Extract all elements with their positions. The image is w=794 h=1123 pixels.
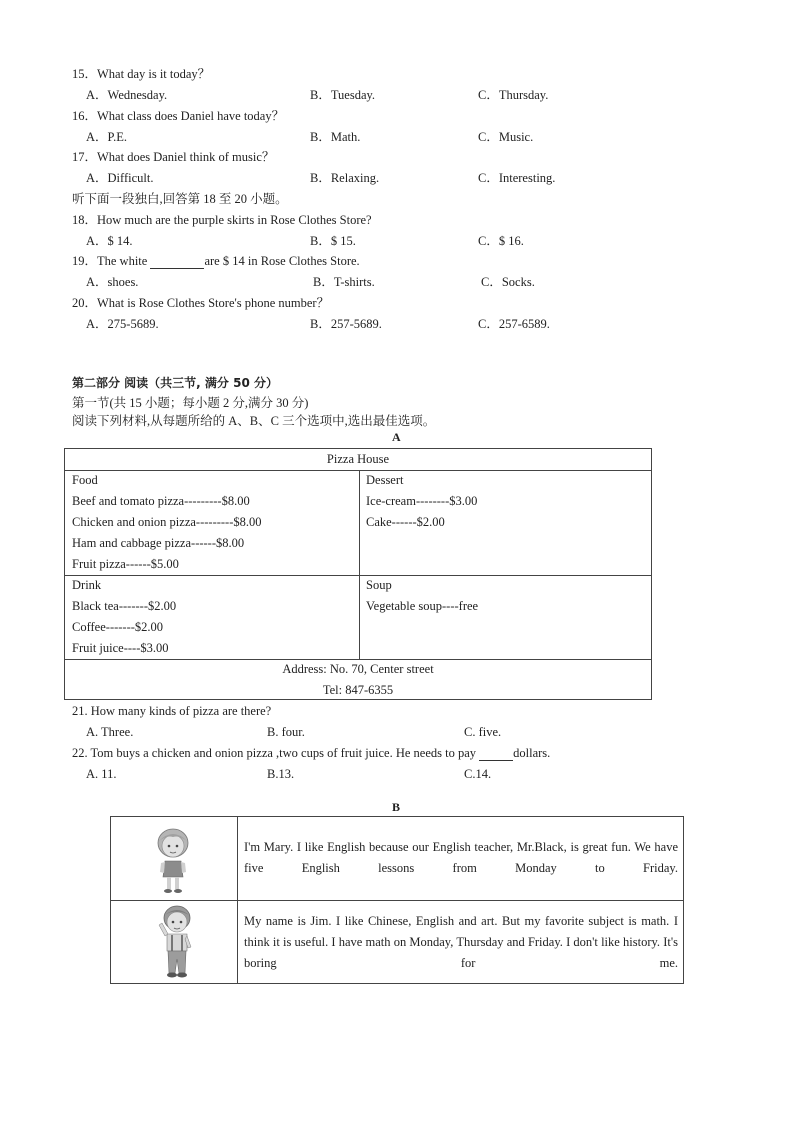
pizza-house-menu-table [64, 448, 652, 700]
listening-instruction: 听下面一段独白,回答第 18 至 20 小题。 [72, 192, 288, 206]
students-table [110, 816, 684, 984]
soup-header: Soup [366, 578, 392, 592]
q15-option-b: B．Tuesday. [310, 88, 376, 102]
soup-item: Vegetable soup----free [366, 599, 479, 613]
q22-option-b: B.13. [267, 767, 295, 781]
q18-option-c: C．$ 16. [478, 234, 524, 248]
girl-mary-illustration [149, 825, 197, 895]
q21-stem: 21. How many kinds of pizza are there? [72, 704, 272, 718]
q22-blank [479, 747, 513, 761]
q16-option-b: B．Math. [310, 130, 361, 144]
table-divider [111, 900, 683, 901]
q22-stem-before: 22. Tom buys a chicken and onion pizza ,two cups of fruit juice. He needs to pay [72, 746, 476, 760]
q15-option-a: A．Wednesday. [86, 88, 168, 102]
q20-option-b: B．257-5689. [310, 317, 382, 331]
dessert-item: Ice-cream--------$3.00 [366, 494, 478, 508]
dessert-header: Dessert [366, 473, 404, 487]
passage-label-a: A [392, 430, 401, 444]
food-item: Beef and tomato pizza---------$8.00 [72, 494, 250, 508]
q19-stem-before: 19．The white [72, 254, 148, 268]
q19-stem-after: are $ 14 in Rose Clothes Store. [204, 254, 360, 268]
dessert-item: Cake------$2.00 [366, 515, 445, 529]
q18-option-b: B．$ 15. [310, 234, 356, 248]
menu-divider [65, 470, 651, 471]
q20-option-c: C．257-6589. [478, 317, 550, 331]
q19-blank [150, 255, 204, 269]
q15-option-c: C．Thursday. [478, 88, 549, 102]
part-title: 第二部分 阅读（共三节, 满分 50 分） [72, 376, 278, 390]
q22-stem-after: dollars. [513, 746, 551, 760]
drink-header: Drink [72, 578, 102, 592]
q16-stem: 16．What class does Daniel have today？ [72, 109, 285, 123]
q16-option-a: A．P.E. [86, 130, 127, 144]
jim-description: My name is Jim. I like Chinese, English and art. But my favorite subject is math. I think it is useful. I have math on Monday, Thursday and Friday. I don't like history. It's boring for me. [244, 914, 678, 970]
drink-item: Coffee-------$2.00 [72, 620, 164, 634]
q20-option-a: A．275-5689. [86, 317, 159, 331]
drink-item: Black tea-------$2.00 [72, 599, 177, 613]
q21-option-c: C. five. [464, 725, 502, 739]
q22-stem [72, 746, 550, 761]
q19-option-b: B．T-shirts. [313, 275, 375, 289]
food-item: Chicken and onion pizza---------$8.00 [72, 515, 262, 529]
q20-stem: 20．What is Rose Clothes Store's phone number？ [72, 296, 330, 310]
menu-address: Address: No. 70, Center street [282, 662, 434, 676]
reading-instruction: 阅读下列材料,从每题所给的 A、B、C 三个选项中,选出最佳选项。 [72, 414, 436, 428]
q19-option-a: A．shoes. [86, 275, 139, 289]
q21-option-a: A. Three. [86, 725, 134, 739]
menu-tel: Tel: 847-6355 [322, 683, 394, 697]
q17-option-b: B．Relaxing. [310, 171, 380, 185]
q18-option-a: A．$ 14. [86, 234, 133, 248]
q19-stem [72, 251, 360, 269]
menu-divider [359, 470, 360, 659]
menu-title: Pizza House [326, 452, 390, 466]
q22-option-c: C.14. [464, 767, 492, 781]
q17-option-c: C．Interesting. [478, 171, 556, 185]
q17-stem: 17．What does Daniel think of music？ [72, 150, 275, 164]
q22-option-a: A. 11. [86, 767, 117, 781]
menu-divider [65, 575, 651, 576]
q21-option-b: B. four. [267, 725, 305, 739]
menu-divider [65, 659, 651, 660]
q15-stem: 15．What day is it today？ [72, 67, 211, 81]
food-item: Fruit pizza------$5.00 [72, 557, 179, 571]
drink-item: Fruit juice----$3.00 [72, 641, 169, 655]
food-header: Food [72, 473, 98, 487]
q19-option-c: C．Socks. [481, 275, 535, 289]
food-item: Ham and cabbage pizza------$8.00 [72, 536, 245, 550]
section-title: 第一节(共 15 小题；每小题 2 分,满分 30 分) [72, 396, 309, 410]
passage-label-b: B [392, 800, 401, 814]
q17-option-a: A．Difficult. [86, 171, 154, 185]
q18-stem: 18．How much are the purple skirts in Rose Clothes Store? [72, 213, 372, 227]
q16-option-c: C．Music. [478, 130, 534, 144]
boy-jim-illustration [153, 903, 201, 981]
table-divider [237, 817, 238, 983]
mary-description: I'm Mary. I like English because our English teacher, Mr.Black, is great fun. We have five English lessons from Monday to Friday. [244, 840, 678, 875]
